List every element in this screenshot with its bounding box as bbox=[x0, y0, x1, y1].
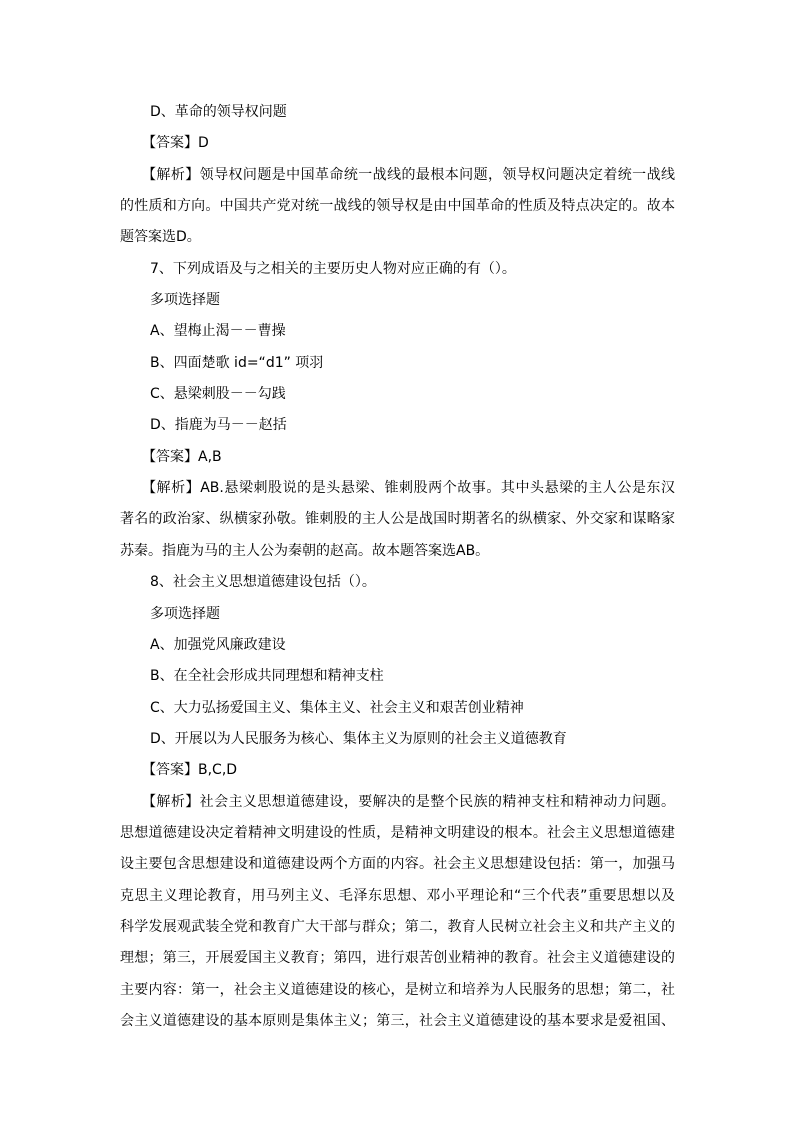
text-line: 苏秦。指鹿为马的主人公为秦朝的赵高。故本题答案选AB。 bbox=[120, 542, 490, 559]
text-line: 的性质和方向。中国共产党对统一战线的领导权是由中国革命的性质及特点决定的。故本 bbox=[120, 198, 675, 215]
text-line: 【答案】A,B bbox=[142, 448, 222, 465]
text-line: 7、下列成语及与之相关的主要历史人物对应正确的有（）。 bbox=[150, 260, 516, 277]
text-line: C、悬梁刺股－－勾践 bbox=[150, 386, 286, 403]
text-line: D、革命的领导权问题 bbox=[150, 104, 287, 120]
text-line: A、加强党风廉政建设 bbox=[150, 636, 286, 653]
text-line: D、指鹿为马－－赵括 bbox=[150, 417, 287, 434]
text-line: 【解析】领导权问题是中国革命统一战线的最根本问题，领导权问题决定着统一战线 bbox=[142, 166, 675, 183]
text-line: 【解析】AB.悬梁刺股说的是头悬梁、锥刺股两个故事。其中头悬梁的主人公是东汉 bbox=[142, 480, 675, 497]
text-line: 8、社会主义思想道德建设包括（）。 bbox=[150, 574, 376, 591]
text-line: 【解析】社会主义思想道德建设，要解决的是整个民族的精神支柱和精神动力问题。 bbox=[142, 793, 675, 810]
document-page bbox=[120, 97, 675, 1037]
text-line: 题答案选D。 bbox=[120, 229, 201, 246]
text-line: B、在全社会形成共同理想和精神支柱 bbox=[150, 668, 384, 685]
text-line: 科学发展观武装全党和教育广大干部与群众；第二，教育人民树立社会主义和共产主义的 bbox=[120, 918, 675, 935]
text-line: 【答案】B,C,D bbox=[142, 762, 238, 779]
text-line: 思想道德建设决定着精神文明建设的性质，是精神文明建设的根本。社会主义思想道德建 bbox=[120, 824, 675, 841]
text-line: D、开展以为人民服务为核心、集体主义为原则的社会主义道德教育 bbox=[150, 730, 567, 747]
text-line: C、大力弘扬爱国主义、集体主义、社会主义和艰苦创业精神 bbox=[150, 699, 524, 716]
text-line: 著名的政治家、纵横家孙敬。锥刺股的主人公是战国时期著名的纵横家、外交家和谋略家 bbox=[120, 511, 675, 528]
text-line: 主要内容：第一，社会主义道德建设的核心，是树立和培养为人民服务的思想；第二，社 bbox=[120, 981, 675, 998]
text-line: B、四面楚歌 id=“d1” 项羽 bbox=[150, 354, 324, 371]
text-line: 会主义道德建设的基本原则是集体主义；第三，社会主义道德建设的基本要求是爱祖国、 bbox=[120, 1012, 675, 1029]
text-line: 【答案】D bbox=[142, 135, 209, 152]
text-line: 理想；第三，开展爱国主义教育；第四，进行艰苦创业精神的教育。社会主义道德建设的 bbox=[120, 950, 675, 967]
text-line: A、望梅止渴－－曹操 bbox=[150, 323, 286, 340]
text-line: 多项选择题 bbox=[150, 292, 220, 309]
text-line: 克思主义理论教育，用马列主义、毛泽东思想、邓小平理论和“三个代表”重要思想以及 bbox=[120, 887, 675, 904]
text-line: 多项选择题 bbox=[150, 605, 220, 622]
text-line: 设主要包含思想建设和道德建设两个方面的内容。社会主义思想建设包括：第一，加强马 bbox=[120, 856, 675, 873]
